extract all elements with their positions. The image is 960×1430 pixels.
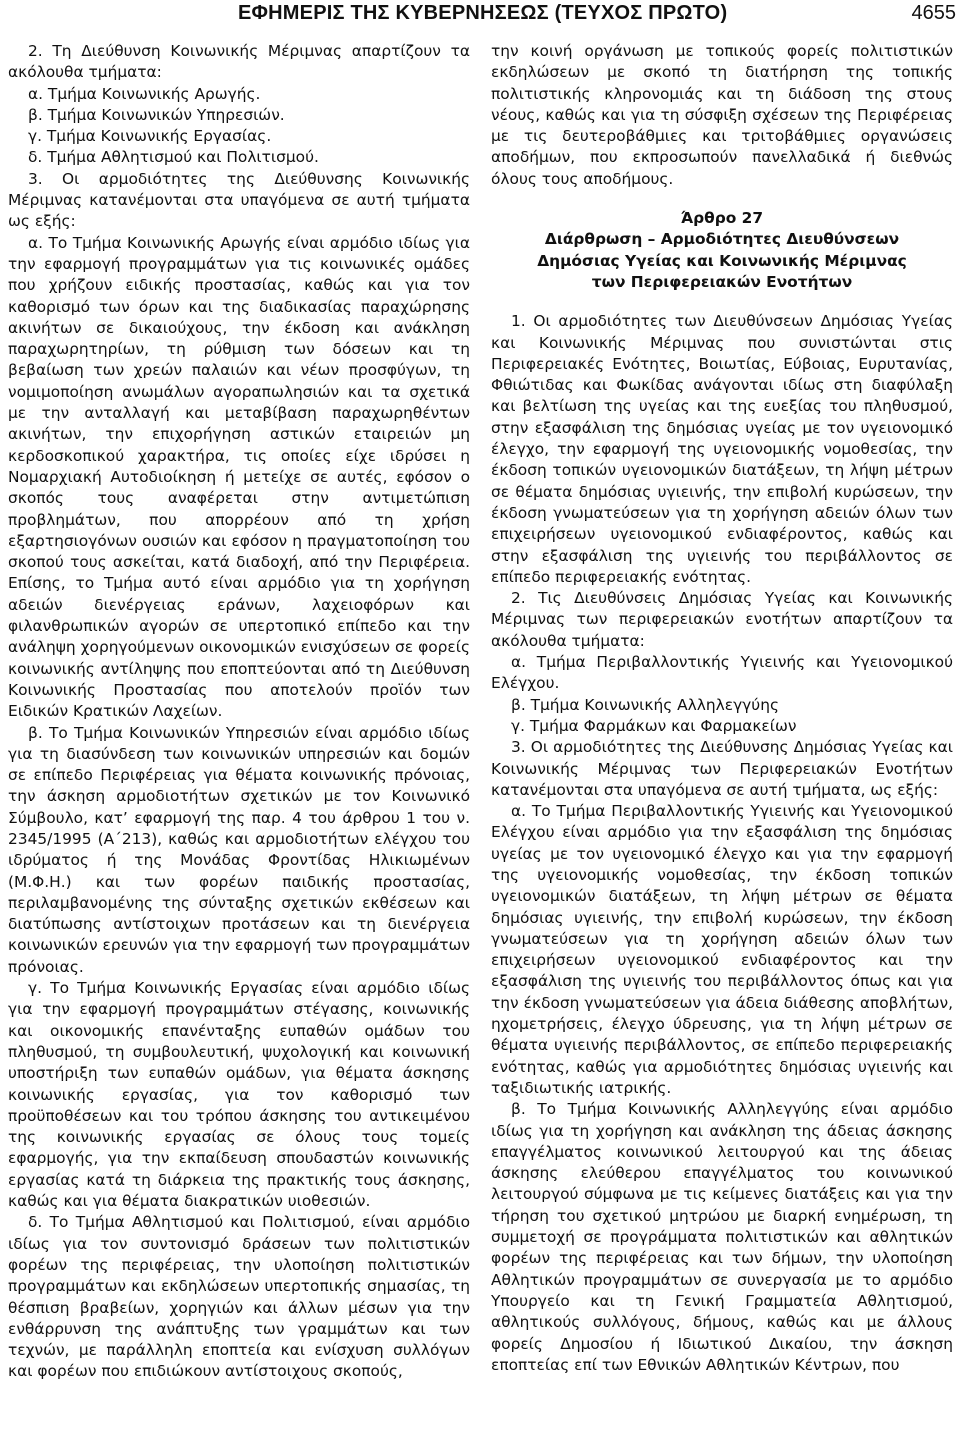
right-column [491,41,953,1376]
paragraph: 2. Τη Διεύθυνση Κοινωνικής Μέριμνας απαρτίζουν τα ακόλουθα τμήματα: [8,42,470,82]
paragraph: 3. Οι αρμοδιότητες της Διεύθυνσης Κοινωνικής Μέριμνας κατανέμονται στα υπαγόμενα σε αυτή τμήματα ως εξής: [8,169,470,231]
paragraph: α. Το Τμήμα Κοινωνικής Αρωγής είναι αρμόδιο ιδίως για την εφαρμογή προγραμμάτων για τις κοινωνικές ομάδες που χρήζουν ειδικής προστασίας, καθώς και για τον καθορισμό των όρων και της διαδικασίας παραχώρησης ακινήτων σε δικαιούχους, την έκδοση και ανάκληση παραχωρητηρίων, τη ρύθμιση των δόσεων και τη βεβαίωση των χρεών παλαιών και νέων προσφύγων, τη νομιμοποίηση ανωμάλων αγοραπωλησιών και τα σχετικά με την ανταλλαγή και μεταβίβαση παραχωρηθέντων ακινήτων, την επιχορήγηση αστικών εταιρειών μη κερδοσκοπικού χαρακτήρα, τις οποίες είχε ιδρύσει η Νομαρχιακή Αυτοδιοίκηση ή μετείχε σε αυτές, εφόσον ο σκοπός τους αναφέρεται στην αντιμετώπιση προβλημάτων, που απορρέουν από τη χρήση εξαρτησιογόνων ουσιών και εφόσον η πραγματοποίηση του σκοπού τους ασκείται, κατά διαδοχή, από την Περιφέρεια. Επίσης, το Τμήμα αυτό είναι αρμόδιο για τη χορήγηση αδειών διενέργειας εράνων, λαχειοφόρων και φιλανθρωπικών αγορών σε υπερτοπικό επίπεδο και την ανάληψη χορηγούμενων οικονομικών ενισχύσεων σε φορείς κοινωνικής αντίληψης που εποπτεύονται από τη Διεύθυνση Κοινωνικής Προστασίας που αποτελούν προϊόν των Ειδικών Κρατικών Λαχείων. [8,233,470,721]
gazette-title: ΕΦΗΜΕΡΙΣ ΤΗΣ ΚΥΒΕΡΝΗΣΕΩΣ (ΤΕΥΧΟΣ ΠΡΩΤΟ) [238,2,728,24]
article-title-line: Δημόσιας Υγείας και Κοινωνικής Μέριμνας [537,251,907,270]
paragraph: β. Το Τμήμα Κοινωνικών Υπηρεσιών είναι αρμόδιο ιδίως για τη διασύνδεση των κοινωνικών υπηρεσιών και δομών σε επίπεδο Περιφέρειας για θέματα κοινωνικής πρόνοιας, την άσκηση αρμοδιοτήτων σχετικών με τον Κοινωνικό Σύμβουλο, κατ’ εφαρμογή της παρ. 4 του άρθρου 1 του ν. 2345/1995 (Α΄213), καθώς και αρμοδιοτήτων ελέγχου του ιδρύματος ή της Μονάδας Φροντίδας Ηλικιωμένων (Μ.Φ.Η.) και των φορέων παιδικής προστασίας, περιλαμβανομένης της σύνταξης σχετικών εκθέσεων και διατύπωσης αντίστοιχων προτάσεων και τη διενέργεια κοινωνικών ερευνών για την εφαρμογή των προγραμμάτων πρόνοιας. [8,723,470,976]
article-title-line: των Περιφερειακών Ενοτήτων [591,272,853,291]
list-item: γ. Τμήμα Φαρμάκων και Φαρμακείων [511,716,797,735]
paragraph: 2. Τις Διευθύνσεις Δημόσιας Υγείας και Κοινωνικής Μέριμνας των περιφερειακών ενοτήτων απαρτίζουν τα ακόλουθα τμήματα: [491,589,953,650]
paragraph: 1. Οι αρμοδιότητες των Διευθύνσεων Δημόσιας Υγείας και Κοινωνικής Μέριμνας που συνιστώνται στις Περιφερειακές Ενότητες, Βοιωτίας, Εύβοιας, Ευρυτανίας, Φθιώτιδας και Φωκίδας ανάγονται ιδίως στη διαφύλαξη και βελτίωση της υγείας και της ευεξίας του πληθυσμού, στην εξασφάλιση της δημόσιας υγείας με τον υγειονομικό έλεγχο, την εφαρμογή της υγειονομικής νομοθεσίας, την έκδοση τοπικών υγειονομικών διατάξεων, τη λήψη μέτρων σε θέματα δημόσιας υγιεινής, την επιβολή κυρώσεων, την έκδοση γνωματεύσεων για τη χορήγηση αδειών όλων των επιχειρήσεων υγειονομικού ενδιαφέροντος, καθώς και στην εξασφάλιση της υγιεινής του περιβάλλοντος σε επίπεδο περιφερειακής ενότητας. [491,312,953,586]
list-item: δ. Τμήμα Αθλητισμού και Πολιτισμού. [28,148,319,167]
article-title-line: Διάρθρωση – Αρμοδιότητες Διευθύνσεων [544,230,900,249]
left-column [8,41,470,1383]
article-number: Άρθρο 27 [680,209,764,228]
paragraph: β. Το Τμήμα Κοινωνικής Αλληλεγγύης είναι αρμόδιο ιδίως για τη χορήγηση και ανάκληση της άδειας άσκησης επαγγέλματος κοινωνικού λειτουργού και της άδειας άσκησης ελεύθερου επαγγέλματος του κοινωνικού λειτουργού σύμφωνα με τις κείμενες διατάξεις και για την τήρηση του σχετικού μητρώου με διαρκή ενημέρωση, τη συμμετοχή σε προγράμματα πολιτιστικών και αθλητικών φορέων της περιφέρειας και των δήμων, την υλοποίηση Αθλητικών προγραμμάτων σε συνεργασία με το αρμόδιο Υπουργείο και τη Γενική Γραμματεία Αθλητισμού, αθλητικούς συλλόγους, δήμους, καθώς και με άλλους φορείς Δημοσίου ή Ιδιωτικού Δικαίου, την άσκηση εποπτείας επί των Εθνικών Αθλητικών Κέντρων, που [491,1100,953,1374]
list-item: γ. Τμήμα Κοινωνικής Εργασίας. [28,127,272,146]
article-heading [491,208,953,293]
list-item: α. Τμήμα Περιβαλλοντικής Υγιεινής και Υγειονομικού Ελέγχου. [491,653,953,693]
page-number: 4655 [911,2,956,24]
continuation-paragraph: την κοινή οργάνωση με τοπικούς φορείς πολιτιστικών εκδηλώσεων με σκοπό τη διατήρηση της τοπικής πολιτιστικής κληρονομιάς και τη διάδοση της στους νέους, καθώς και για τη σύσφιξη σχέσεων της Περιφέρειας με τις δευτεροβάθμιες και τριτοβάθμιες οργανώσεις αποδήμων, που εκπροσωπούν πανελλαδικά ή διεθνώς όλους τους αποδήμους. [491,42,953,188]
paragraph: α. Το Τμήμα Περιβαλλοντικής Υγιεινής και Υγειονομικού Ελέγχου είναι αρμόδιο για την εξασφάλιση της δημόσιας υγείας με τον υγειονομικό έλεγχο και για την εφαρμογή της υγειονομικής νομοθεσίας, την έκδοση τοπικών υγειονομικών διατάξεων, τη λήψη μέτρων σε θέματα δημόσιας υγιεινής, την επιβολή κυρώσεων, την έκδοση γνωματεύσεων για τη χορήγηση αδειών όλων των επιχειρήσεων υγειονομικού ενδιαφέροντος και την εξασφάλιση της υγιεινής του περιβάλλοντος όπως και για την έκδοση γνωματεύσεων για άδεια διάθεσης αποβλήτων, ηχομετρήσεις, έλεγχο ύδρευσης, για τη λήψη μέτρων σε θέματα υγιεινής περιβάλλοντος, σε επίπεδο περιφερειακής ενότητας, καθώς για αρμοδιότητες δημόσιας υγιεινής και ταξιδιωτικής ιατρικής. [491,802,953,1097]
paragraph: δ. Το Τμήμα Αθλητισμού και Πολιτισμού, είναι αρμόδιο ιδίως για τον συντονισμό δράσεων των πολιτιστικών φορέων της περιφέρειας, την υλοποίηση πολιτιστικών προγραμμάτων και εκδηλώσεων υπερτοπικής σημασίας, τη θέσπιση βραβείων, χορηγιών και άλλων μέσων για την ενθάρρυνση της ανάπτυξης των γραμμάτων και των τεχνών, με παράλληλη εποπτεία και ενίσχυση συλλόγων και φορέων που επιδιώκουν αντίστοιχους σκοπούς, [8,1213,470,1381]
list-item: β. Τμήμα Κοινωνικής Αλληλεγγύης [511,695,779,714]
list-item: β. Τμήμα Κοινωνικών Υπηρεσιών. [28,105,285,124]
page-header [0,0,960,30]
list-item: α. Τμήμα Κοινωνικής Αρωγής. [28,84,261,103]
paragraph: 3. Οι αρμοδιότητες της Διεύθυνσης Δημόσιας Υγείας και Κοινωνικής Μέριμνας των Περιφερειακών Ενοτήτων κατανέμονται στα υπαγόμενα σε αυτή τμήματα, ως εξής: [491,738,953,799]
paragraph: γ. Το Τμήμα Κοινωνικής Εργασίας είναι αρμόδιο ιδίως για την εφαρμογή προγραμμάτων στέγασης, κοινωνικής και οικονομικής επανένταξης ευπαθών ομάδων του πληθυσμού, τη συμβουλευτική, ψυχολογική και κοινωνική υποστήριξη των ευπαθών ομάδων, για θέματα άσκησης κοινωνικής εργασίας, για τον καθορισμό των προϋποθέσεων και του τρόπου άσκησης του αντικειμένου της κοινωνικής εργασίας σε όλους τους τομείς εφαρμογής, για την εκπαίδευση σπουδαστών κοινωνικής εργασίας κατά τη διάρκεια της πρακτικής τους άσκησης, καθώς και για θέματα διακρατικών υιοθεσιών. [8,979,470,1211]
